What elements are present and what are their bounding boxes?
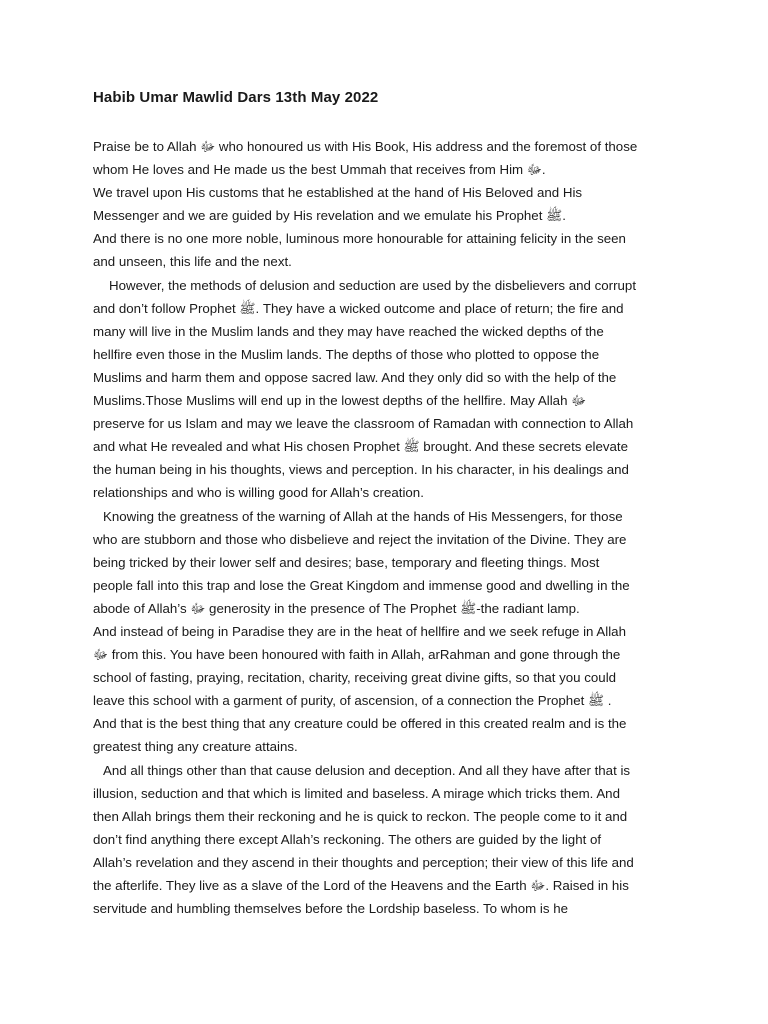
text-line: servitude and humbling themselves before the Lordship baseless. To whom is he [93, 901, 569, 917]
text-line: leave this school with a garment of purity, of ascension, of a connection the Prophet ﷺ . [93, 693, 612, 709]
text-line: don’t find anything there except Allah’s reckoning. The others are guided by the light of [93, 831, 602, 847]
text-line: many will live in the Muslim lands and they may have reached the wicked depths of the [93, 323, 604, 339]
text-line: school of fasting, praying, recitation, charity, receiving great divine gifts, so that you could [93, 670, 617, 686]
text-line: preserve for us Islam and may we leave the classroom of Ramadan with connection to Allah [93, 416, 634, 432]
document-title: Habib Umar Mawlid Dars 13th May 2022 [93, 89, 379, 106]
text-line: whom He loves and He made us the best Ummah that receives from Him ﷻ. [93, 162, 546, 178]
text-line: ﷻ from this. You have been honoured with faith in Allah, arRahman and gone through the [93, 647, 621, 663]
text-line: abode of Allah’s ﷻ generosity in the presence of The Prophet ﷺ-the radiant lamp. [93, 600, 580, 616]
text-line: We travel upon His customs that he established at the hand of His Beloved and His [93, 185, 583, 201]
document-page [93, 85, 681, 920]
text-line: people fall into this trap and lose the Great Kingdom and immense good and dwelling in the [93, 577, 630, 593]
text-line: the afterlife. They live as a slave of the Lord of the Heavens and the Earth ﷻ. Raised in his [93, 878, 629, 893]
text-line: Messenger and we are guided by His revelation and we emulate his Prophet ﷺ. [93, 208, 566, 224]
text-line: being tricked by their lower self and desires; base, temporary and fleeting things. Most [93, 554, 600, 570]
text-line: Muslims and harm them and oppose sacred law. And they only did so with the help of the [93, 369, 617, 385]
text-line: Muslims.Those Muslims will end up in the lowest depths of the hellfire. May Allah ﷻ [93, 393, 587, 409]
text-line: And instead of being in Paradise they are in the heat of hellfire and we seek refuge in Allah [93, 623, 626, 639]
text-line: greatest thing any creature attains. [93, 739, 298, 755]
text-line: Knowing the greatness of the warning of Allah at the hands of His Messengers, for those [103, 508, 623, 524]
text-line: and unseen, this life and the next. [93, 254, 292, 270]
document-body [93, 135, 681, 920]
text-line: and what He revealed and what His chosen Prophet ﷺ brought. And these secrets elevate [93, 439, 628, 455]
text-line: hellfire even those in the Muslim lands. The depths of those who plotted to oppose the [93, 346, 600, 362]
text-line: Allah’s revelation and they ascend in their thoughts and perception; their view of this life and [93, 854, 634, 870]
text-line: And that is the best thing that any creature could be offered in this created realm and is the [93, 716, 627, 732]
text-line: illusion, seduction and that which is limited and baseless. A mirage which tricks them. And [93, 785, 620, 801]
text-line: the human being in his thoughts, views and perception. In his character, in his dealings and [93, 462, 629, 478]
text-line: then Allah brings them their reckoning and he is quick to reckon. The people come to it and [93, 808, 628, 824]
text-line: who are stubborn and those who disbelieve and reject the invitation of the Divine. They are [93, 531, 627, 547]
text-line: And all things other than that cause delusion and deception. And all they have after that is [103, 762, 631, 778]
text-line: Praise be to Allah ﷻ who honoured us with His Book, His address and the foremost of those [93, 139, 638, 154]
text-line: However, the methods of delusion and seduction are used by the disbelievers and corrupt [109, 277, 637, 293]
text-line: and don’t follow Prophet ﷺ. They have a wicked outcome and place of return; the fire and [93, 300, 624, 316]
text-line: And there is no one more noble, luminous more honourable for attaining felicity in the seen [93, 231, 626, 247]
text-line: relationships and who is willing good for Allah’s creation. [93, 485, 424, 501]
